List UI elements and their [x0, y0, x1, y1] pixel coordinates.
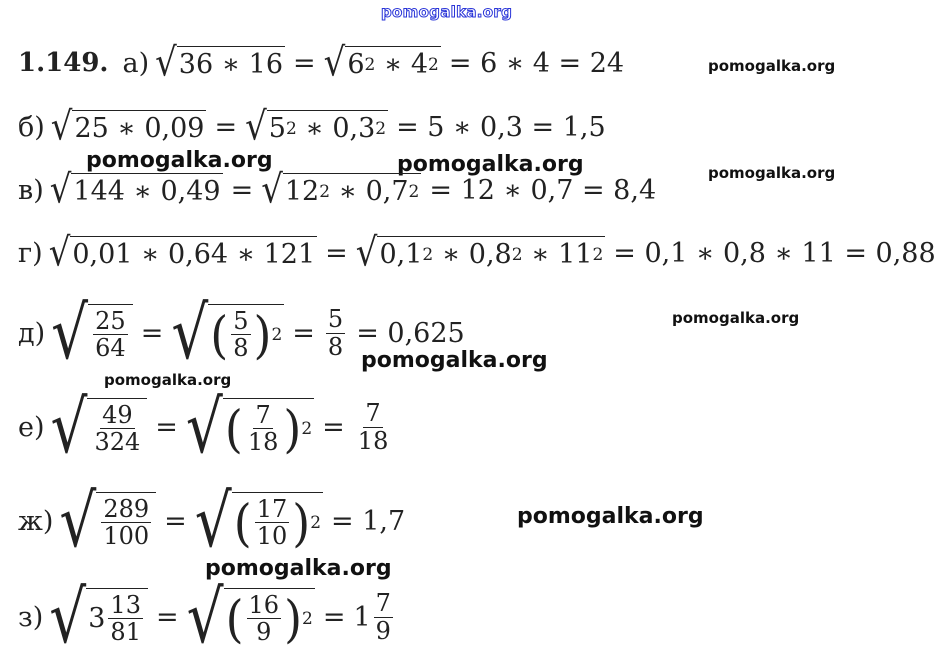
row-label: а) [122, 47, 150, 79]
result: = 0,625 [356, 317, 465, 349]
radical: √ ( $\frac{17}{10}$ ) 2 [194, 478, 322, 564]
radical: √ 0,01 ∗ 0,64 ∗ 121 [48, 230, 316, 276]
row-label: д) [18, 317, 46, 349]
radical: √ 25 ∗ 0,09 [50, 104, 205, 150]
watermark: pomogalka.org [672, 309, 800, 327]
result: = 6 ∗ 4 = 24 [448, 47, 625, 79]
radical: √ 12 2 ∗ 0,7 2 [261, 167, 420, 213]
radical: √ ( $\frac{7}{18}$ ) 2 [185, 384, 313, 470]
radical: √ 3 $\frac{13}{81}$ [49, 588, 148, 646]
row-b: б) √ 25 ∗ 0,09 = √ 5 2 ∗ 0,3 2 = 5 ∗ 0,3 = 1,5 [18, 104, 606, 150]
radical: √ ( $\frac{16}{9}$ ) 2 [186, 574, 313, 660]
mixed-number: 1 $\frac{7}{9}$ [353, 589, 391, 645]
row-label: г) [18, 237, 43, 269]
watermark: pomogalka.org [517, 504, 704, 529]
row-zh: ж) √ $\frac{289}{100}$ = √ ( $\frac{17}{10}$ ) 2 = 1,7 [18, 478, 406, 564]
row-a: 1.149. а) √ 36 ∗ 16 = √ 6 2 ∗ 4 2 = 6 ∗ 4 = 24 [18, 40, 625, 86]
radical: √ 5 2 ∗ 0,3 2 [245, 104, 387, 150]
row-label: з) [18, 601, 44, 633]
watermark: pomogalka.org [104, 371, 232, 389]
radical: √ 144 ∗ 0,49 [49, 167, 221, 213]
radical: √ 0,1 2 ∗ 0,8 2 ∗ 11 2 [355, 230, 604, 276]
fraction: $\frac{5}{8}$ [327, 305, 344, 361]
watermark: pomogalka.org [205, 556, 392, 581]
watermark-top: pomogalka.org [381, 3, 513, 21]
row-label: в) [18, 174, 44, 206]
radical: √ 6 2 ∗ 4 2 [323, 40, 439, 86]
radical: √ $\frac{49}{324}$ [51, 398, 148, 456]
radical: √ 36 ∗ 16 [155, 40, 284, 86]
radical: √ $\frac{25}{64}$ [51, 304, 133, 362]
row-label: е) [18, 411, 45, 443]
row-z: з) √ 3 $\frac{13}{81}$ = √ ( $\frac{16}{9}$ ) 2 = 1 $\frac{7}{9}$ [18, 588, 396, 646]
problem-number: 1.149. [18, 48, 109, 78]
watermark: pomogalka.org [708, 164, 836, 182]
row-e: е) √ $\frac{49}{324}$ = √ ( $\frac{7}{18}$ ) 2 = $\frac{7}{18}$ [18, 384, 389, 470]
fraction: $\frac{7}{18}$ [357, 399, 389, 455]
radical: √ ( $\frac{5}{8}$ ) 2 [171, 290, 283, 376]
result: = 1,7 [331, 505, 406, 537]
row-v: в) √ 144 ∗ 0,49 = √ 12 2 ∗ 0,7 2 = 12 ∗ 0,7 = 8,4 [18, 167, 657, 213]
watermark: pomogalka.org [361, 348, 548, 373]
row-label: ж) [18, 505, 54, 537]
result: = 5 ∗ 0,3 = 1,5 [396, 111, 606, 143]
watermark: pomogalka.org [397, 152, 584, 177]
result: = 12 ∗ 0,7 = 8,4 [429, 174, 657, 206]
watermark: pomogalka.org [86, 148, 273, 173]
watermark: pomogalka.org [708, 57, 836, 75]
row-label: б) [18, 111, 45, 143]
row-d: д) √ $\frac{25}{64}$ = √ ( $\frac{5}{8}$ ) 2 = $\frac{5}{8}$ = 0,625 [18, 290, 465, 376]
radical: √ $\frac{289}{100}$ [59, 492, 156, 550]
result: = 0,1 ∗ 0,8 ∗ 11 = 0,88 [613, 237, 936, 269]
row-g: г) √ 0,01 ∗ 0,64 ∗ 121 = √ 0,1 2 ∗ 0,8 2 ∗ 11 2 = 0,1 ∗ 0,8 ∗ 11 = 0,88 [18, 230, 936, 276]
